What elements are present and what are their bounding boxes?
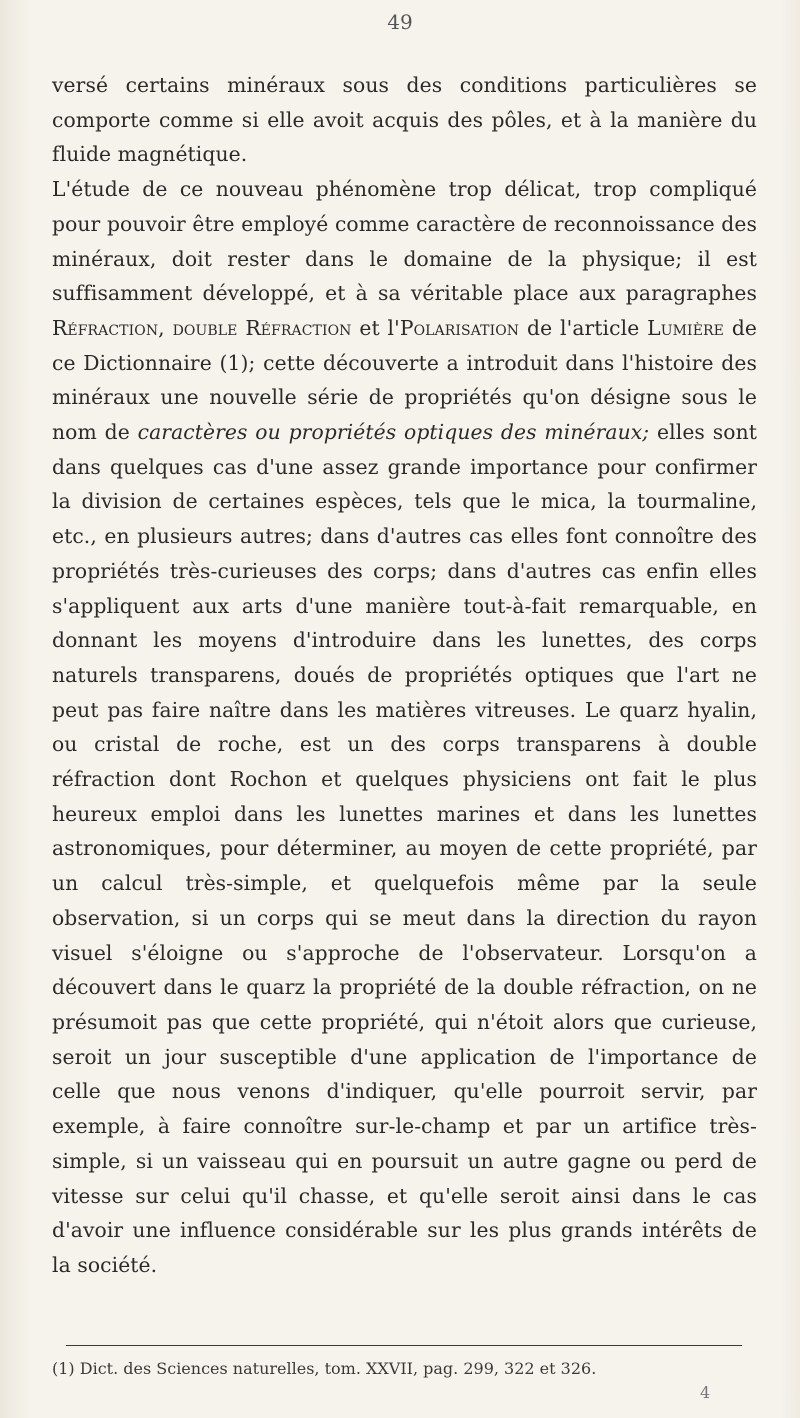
signature-mark: 4 (700, 1383, 711, 1402)
paragraph-1 (52, 68, 757, 172)
paragraph-1-text: versé certains minéraux sous des conditions particulières se comporte comme si elle avoit acquis des pôles, et à la manière du fluide magnétique. (52, 73, 757, 167)
main-text (52, 68, 757, 1283)
footnote: (1) Dict. des Sciences naturelles, tom. XXVII, pag. 299, 322 et 326. (52, 1359, 597, 1378)
term-double-refraction: double Réfraction (172, 315, 352, 340)
term-lumiere: Lumière (647, 315, 724, 340)
term-polarisation: Polarisation (399, 315, 520, 340)
paragraph-2-text-b: de ce Dictionnaire (1); cette découverte a introduit dans l'histoire des minéraux une nouvelle série de propriétés qu'on désigne sous le nom de (52, 315, 758, 445)
paragraph-2 (52, 172, 757, 1283)
footnote-divider (66, 1345, 742, 1346)
term-refraction: Réfraction (52, 315, 159, 340)
paragraph-2-text-c: elles sont dans quelques cas d'une assez grande importance pour confirmer la division de certaines espèces, tels que le mica, la tourmaline, etc., en plusieurs autres; dans d'autres cas elles font connoître des propriétés très-curieuses des corps; dans d'autres cas enfin elles s'appliquent aux arts d'une manière tout-à-fait remarquable, en donnant les moyens d'introduire dans les lunettes, des corps naturels transparens, doués de propriétés optiques que l'art ne peut pas faire naître dans les matières vitreuses. Le quarz hyalin, ou cristal de roche, est un des corps transparens à double réfraction dont Rochon et quelques physiciens ont fait le plus heureux emploi dans les lunettes marines et dans les lunettes astronomiques, pour déterminer, au moyen de cette propriété, par un calcul très-simple, et quelquefois même par la seule observation, si un corps qui se meut dans la direction du rayon visuel s'éloigne ou s'approche de l'observateur. Lorsqu'on a découvert dans le quarz la propriété de la double réfraction, on ne présumoit pas que cette propriété, qui n'étoit alors que curieuse, seroit un jour susceptible d'une application de l'importance de celle que nous venons d'indiquer, qu'elle pourroit servir, par exemple, à faire connoître sur-le-champ et par un artifice très-simple, si un vaisseau qui en poursuit un autre gagne ou perd de vitesse sur celui qu'il chasse, et qu'elle seroit ainsi dans le cas d'avoir une influence considérable sur les plus grands intérêts de la société. (52, 420, 757, 1277)
text-de-article: de l'article (519, 315, 648, 340)
conjunction-et: et l' (351, 315, 400, 340)
separator-comma: , (158, 315, 173, 340)
paragraph-2-text-a: L'étude de ce nouveau phénomène trop délicat, trop compliqué pour pouvoir être employé comme caractère de reconnoissance des minéraux, doit rester dans le domaine de la physique; il est suffisamment développé, et à sa véritable place aux paragraphes (52, 177, 757, 306)
italic-term-optical-properties: caractères ou propriétés optiques des minéraux; (137, 420, 650, 445)
page-number: 49 (387, 10, 413, 34)
